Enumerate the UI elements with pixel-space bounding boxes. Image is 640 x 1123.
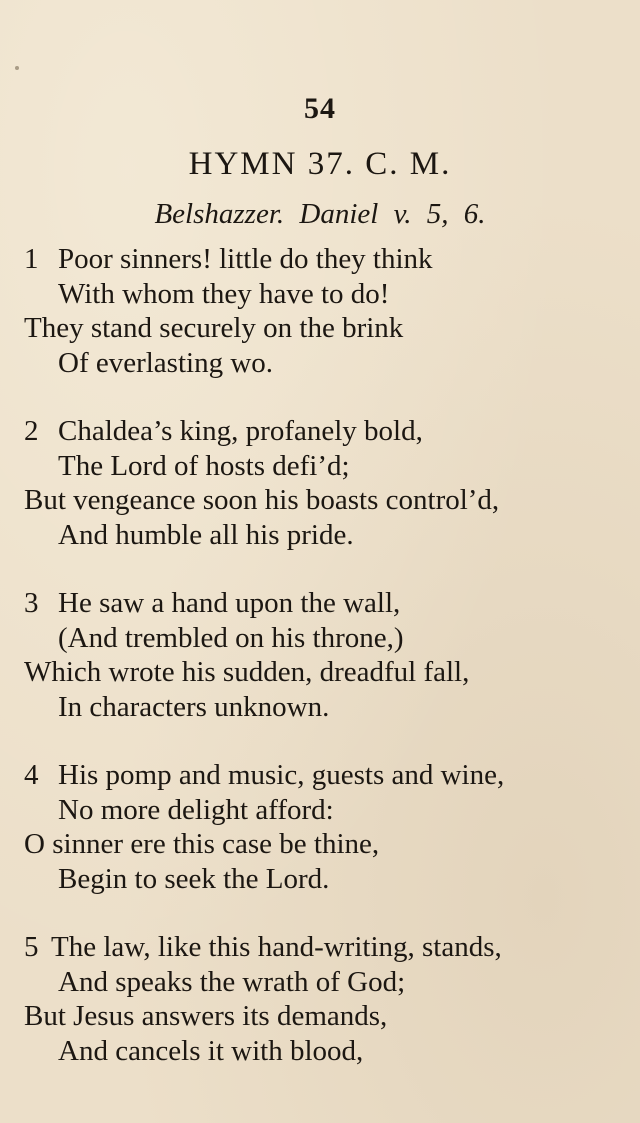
verse-line-text: His pomp and music, guests and wine, bbox=[58, 759, 505, 791]
verse-line: The Lord of hosts defi’d; bbox=[58, 449, 350, 482]
verse-line: And speaks the wrath of God; bbox=[58, 965, 406, 998]
verse-line-text: Poor sinners! little do they think bbox=[58, 243, 433, 275]
verse-number: 2 bbox=[24, 415, 39, 447]
verse-number: 4 bbox=[24, 759, 39, 791]
verse-line bbox=[0, 930, 640, 965]
verse-line-text: He saw a hand upon the wall, bbox=[58, 587, 401, 619]
verse-line: Of everlasting wo. bbox=[58, 346, 274, 379]
verse-4 bbox=[0, 758, 640, 896]
verse-line: And cancels it with blood, bbox=[58, 1034, 364, 1067]
verse-line: And humble all his pride. bbox=[58, 518, 354, 551]
verse-line: O sinner ere this case be thine, bbox=[24, 828, 380, 860]
verse-line: But vengeance soon his boasts control’d, bbox=[24, 484, 500, 516]
verse-line-text: Chaldea’s king, profanely bold, bbox=[58, 415, 423, 447]
verse-line-text: The law, like this hand-writing, stands, bbox=[51, 931, 502, 963]
verse-line: But Jesus answers its demands, bbox=[24, 1000, 388, 1032]
verses bbox=[0, 242, 640, 1102]
verse-line: They stand securely on the brink bbox=[24, 312, 404, 344]
verse-2 bbox=[0, 414, 640, 552]
paper-speck bbox=[15, 66, 19, 70]
verse-line: In characters unknown. bbox=[58, 690, 330, 723]
verse-line: No more delight afford: bbox=[58, 793, 334, 826]
verse-number: 3 bbox=[24, 587, 39, 619]
verse-number: 5 bbox=[24, 931, 39, 963]
verse-line: Begin to seek the Lord. bbox=[58, 862, 330, 895]
verse-line bbox=[0, 758, 640, 793]
verse-line: With whom they have to do! bbox=[58, 277, 390, 310]
verse-1 bbox=[0, 242, 640, 380]
verse-line bbox=[0, 414, 640, 449]
verse-line bbox=[0, 586, 640, 621]
hymn-subtitle: Belshazzer. Daniel v. 5, 6. bbox=[154, 198, 486, 230]
page-number: 54 bbox=[304, 92, 336, 125]
verse-3 bbox=[0, 586, 640, 724]
verse-5 bbox=[0, 930, 640, 1068]
hymn-title: HYMN 37. C. M. bbox=[188, 146, 452, 182]
verse-number: 1 bbox=[24, 243, 39, 275]
verse-line: Which wrote his sudden, dreadful fall, bbox=[24, 656, 470, 688]
verse-line bbox=[0, 242, 640, 277]
verse-line: (And trembled on his throne,) bbox=[58, 621, 404, 654]
